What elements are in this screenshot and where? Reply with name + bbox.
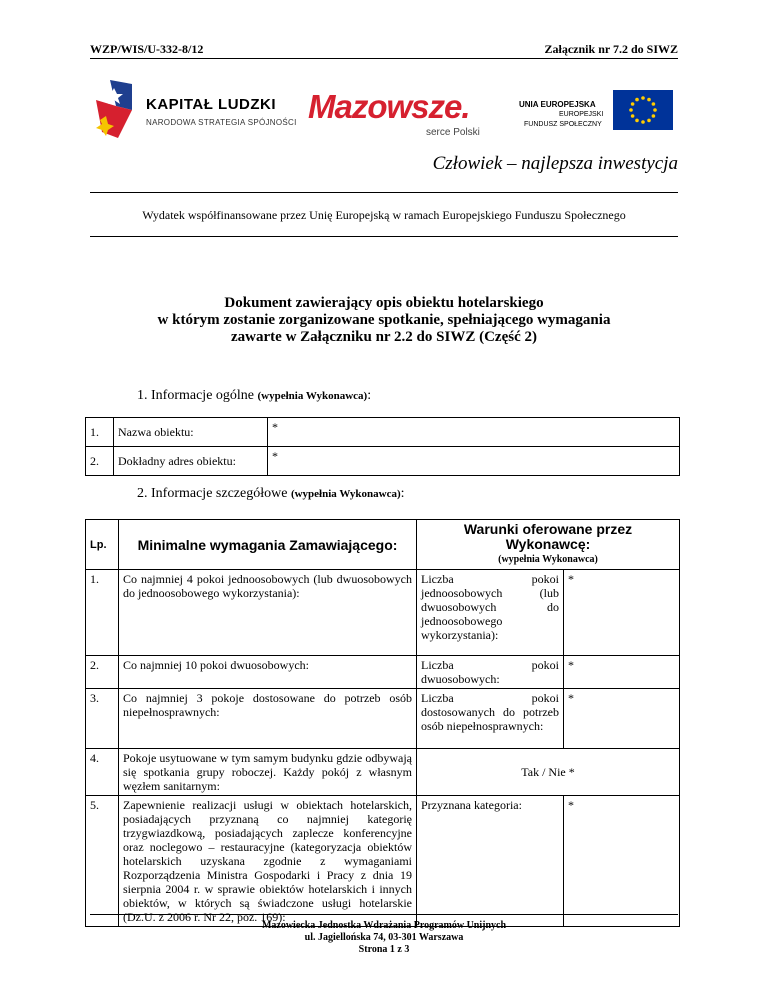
column-header-offer [417,520,680,570]
table-row [86,689,680,749]
document-reference: WZP/WIS/U-332-8/12 [90,42,204,56]
section-general-heading [137,388,371,404]
offer-label: Liczba pokoi dwuosobowych: [417,656,564,689]
kapital-ludzki-subtitle: NARODOWA STRATEGIA SPÓJNOŚCI [146,118,297,127]
title-line-3: zawarte w Załączniku nr 2.2 do SIWZ (Część 2) [231,329,537,345]
title-line-2: w którym zostanie zorganizowane spotkanie, spełniającego wymagania [157,312,611,328]
cofinancing-notice: Wydatek współfinansowane przez Unię Europejską w ramach Europejskiego Funduszu Społecznego [142,208,626,222]
column-header-offer-title: Warunki oferowane przez Wykonawcę: [463,521,633,552]
page-number: Strona 1 z 3 [358,944,410,955]
section-detailed-note: (wypełnia Wykonawca) [290,488,401,500]
footer-address: ul. Jagiellońska 74, 03-301 Warszawa [304,932,464,943]
motto: Człowiek – najlepsza inwestycja [432,153,678,174]
offer-label: Liczba pokoi jednoosobowych (lub dwuosobowych do jednoosobowego wykorzystania): [417,570,564,656]
table-row [86,447,680,476]
attachment-label: Załącznik nr 7.2 do SIWZ [544,42,678,56]
hotel-address-field[interactable]: * [268,447,680,476]
eu-label-european: EUROPEJSKI [559,111,604,118]
row-number: 1. [86,418,114,447]
row-number: 5. [86,796,119,927]
requirement-text: Co najmniej 10 pokoi dwuosobowych: [119,656,417,689]
field-label: Dokładny adres obiektu: [114,447,268,476]
detailed-info-table [85,519,680,927]
header-divider [90,58,678,59]
column-header-offer-note: (wypełnia Wykonawca) [498,554,598,565]
eu-label-fund: FUNDUSZ SPOŁECZNY [524,121,602,128]
section-general-colon: : [367,388,372,403]
row-number: 3. [86,689,119,749]
row-number: 2. [86,447,114,476]
footer [90,920,678,956]
offer-label: Przyznana kategoria: [417,796,564,927]
row-number: 1. [86,570,119,656]
offer-label: Liczba pokoi dostosowanych do potrzeb osób niepełnosprawnych: [417,689,564,749]
section-general-note: (wypełnia Wykonawca) [257,390,368,402]
general-info-table [85,417,680,476]
table-row [86,796,680,927]
table-row [86,570,680,656]
section-detailed-colon: : [400,486,405,501]
mazowsze-logo: Mazowsze. [308,88,470,125]
table-row [86,656,680,689]
field-label: Nazwa obiektu: [114,418,268,447]
motto-divider [90,192,678,193]
footer-divider [90,914,678,915]
section-general-title: 1. Informacje ogólne [137,388,255,403]
requirement-text: Zapewnienie realizacji usługi w obiektach hotelarskich, posiadających przyznaną co najmniej kategorię trzygwiazdkową, posiadających zaplecze konferencyjne oraz noclegowo – restauracyjne (kategoryzacja obiektów hotelarskich uzyskana zgodnie z wymaganiami Rozporządzenia Ministra Gospodarki i Pracy z dnia 19 sierpnia 2004 r. w sprawie obiektów hotelarskich i innych obiektów, w których są świadczone usługi hotelarskie (Dz.U. z 2006 r. Nr 22, poz. 169): [119,796,417,927]
notice-divider [90,236,678,237]
offer-input-accessible-rooms[interactable]: * [564,689,680,749]
row-number: 4. [86,749,119,796]
requirement-text: Pokoje usytuowane w tym samym budynku gdzie odbywają się spotkania grupy roboczej. Każdy pokój z własnym węzłem sanitarnym: [119,749,417,796]
requirement-text: Co najmniej 3 pokoje dostosowane do potrzeb osób niepełnosprawnych: [119,689,417,749]
offer-input-single-rooms[interactable]: * [564,570,680,656]
hotel-name-field[interactable]: * [268,418,680,447]
table-header-row [86,520,680,570]
column-header-lp: Lp. [86,520,119,570]
offer-input-category[interactable]: * [564,796,680,927]
document-title [90,295,678,346]
offer-yes-no-choice[interactable]: Tak / Nie * [417,749,680,796]
row-number: 2. [86,656,119,689]
column-header-requirements: Minimalne wymagania Zamawiającego: [119,520,417,570]
kapital-ludzki-logo-icon [96,80,132,138]
table-row [86,418,680,447]
table-row [86,749,680,796]
title-line-1: Dokument zawierający opis obiektu hotelarskiego [224,295,544,311]
offer-input-double-rooms[interactable]: * [564,656,680,689]
eu-flag-icon [613,90,673,130]
mazowsze-tagline: serce Polski [426,127,480,138]
section-detailed-heading [137,486,405,502]
kapital-ludzki-title: KAPITAŁ LUDZKI [146,96,277,113]
requirement-text: Co najmniej 4 pokoi jednoosobowych (lub dwuosobowych do jednoosobowego wykorzystania): [119,570,417,656]
footer-organization: Mazowiecka Jednostka Wdrażania Programów Unijnych [261,920,507,931]
logo-bar [90,80,678,142]
section-detailed-title: 2. Informacje szczegółowe [137,486,288,501]
eu-label-union: UNIA EUROPEJSKA [519,100,596,109]
